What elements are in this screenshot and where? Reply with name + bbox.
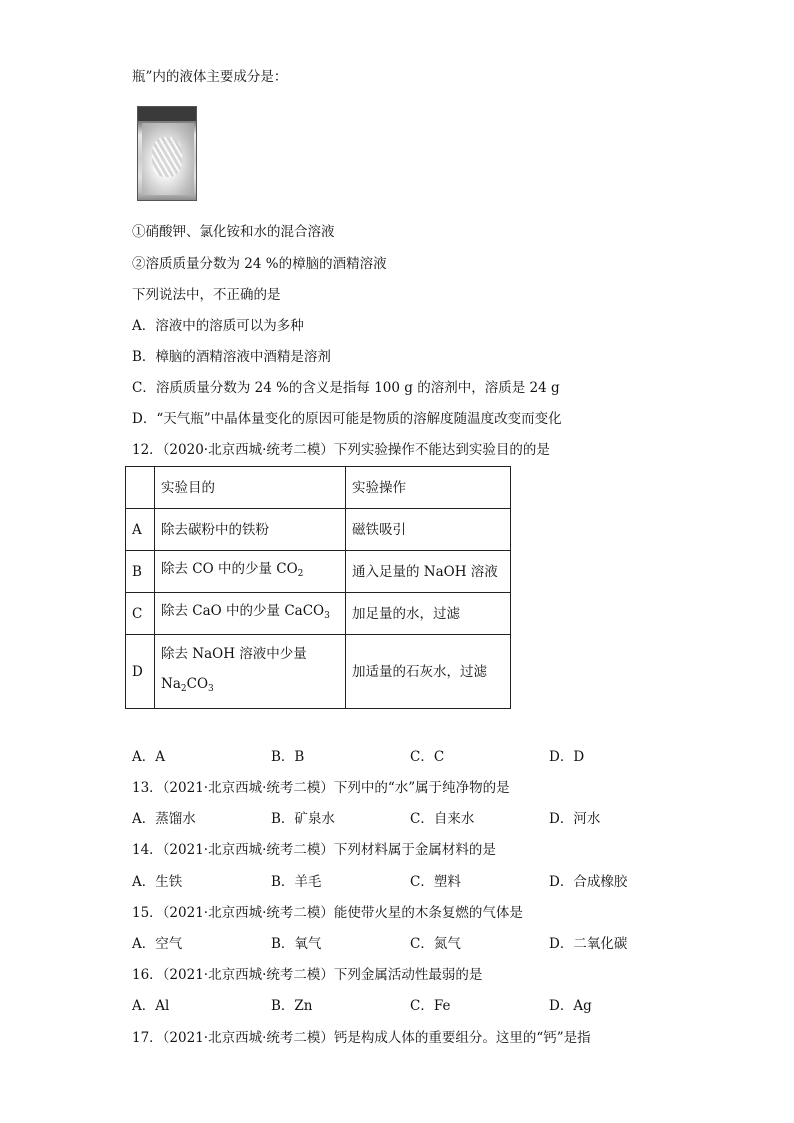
option-d: D．合成橡胶 xyxy=(549,874,628,890)
table-header-cell xyxy=(126,467,155,509)
table-row xyxy=(126,509,511,551)
option-a: A．蒸馏水 xyxy=(132,811,196,827)
option-a: A．生铁 xyxy=(132,874,183,890)
q11-stem: 下列说法中，不正确的是 xyxy=(132,287,281,303)
formula-part: Na xyxy=(161,676,181,692)
weather-bottle-photo xyxy=(137,106,197,201)
option-b: B．矿泉水 xyxy=(271,811,335,827)
row-purpose xyxy=(155,551,346,593)
table-row xyxy=(126,551,511,593)
option-a: A．Al xyxy=(132,998,170,1014)
row-operation: 通入足量的 NaOH 溶液 xyxy=(346,551,511,593)
option-d: D．Ag xyxy=(549,998,592,1014)
subscript: 3 xyxy=(208,684,214,694)
table-row xyxy=(126,593,511,635)
row-label: B xyxy=(126,551,155,593)
subscript: 2 xyxy=(297,569,304,579)
q11-option-a: A．溶液中的溶质可以为多种 xyxy=(132,318,304,334)
row-label: D xyxy=(126,635,155,709)
q13-stem: 13．（2021·北京西城·统考二模）下列中的“水”属于纯净物的是 xyxy=(132,780,510,796)
option-c: C．Fe xyxy=(410,998,451,1014)
option-b: B．氧气 xyxy=(271,936,322,952)
purpose-text: 除去 CO 中的少量 CO xyxy=(161,561,298,577)
q11-option-c: C．溶质质量分数为 24 %的含义是指每 100 g 的溶剂中，溶质是 24 g xyxy=(132,380,560,396)
row-operation: 磁铁吸引 xyxy=(346,509,511,551)
row-purpose: 除去碳粉中的铁粉 xyxy=(155,509,346,551)
q11-option-d: D．“天气瓶”中晶体量变化的原因可能是物质的溶解度随温度改变而变化 xyxy=(132,411,562,427)
table-header-cell: 实验操作 xyxy=(346,467,511,509)
experiment-table xyxy=(125,466,511,709)
subscript: 2 xyxy=(180,684,187,694)
option-c: C．自来水 xyxy=(410,811,475,827)
option-a: A．A xyxy=(132,749,165,765)
q14-options xyxy=(132,873,692,891)
option-c: C．塑料 xyxy=(410,874,461,890)
row-label: A xyxy=(126,509,155,551)
purpose-text: 除去 CaO 中的少量 CaCO xyxy=(161,603,325,619)
subscript: 3 xyxy=(324,611,330,621)
option-d: D．河水 xyxy=(549,811,601,827)
row-operation: 加适量的石灰水，过滤 xyxy=(346,635,511,709)
table-header-cell: 实验目的 xyxy=(155,467,346,509)
option-c: C．氮气 xyxy=(410,936,461,952)
component-item-2: ②溶质质量分数为 24 %的樟脑的酒精溶液 xyxy=(132,256,387,272)
option-b: B．B xyxy=(271,749,305,765)
option-d: D．D xyxy=(549,749,585,765)
option-b: B．羊毛 xyxy=(271,874,322,890)
q17-stem: 17．（2021·北京西城·统考二模）钙是构成人体的重要组分。这里的“钙”是指 xyxy=(132,1030,591,1046)
q15-options xyxy=(132,935,692,953)
purpose-line-2 xyxy=(161,669,339,704)
option-b: B．Zn xyxy=(271,998,313,1014)
option-a: A．空气 xyxy=(132,936,183,952)
q14-stem: 14．（2021·北京西城·统考二模）下列材料属于金属材料的是 xyxy=(132,842,496,858)
option-d: D．二氧化碳 xyxy=(549,936,628,952)
table-header-row xyxy=(126,467,511,509)
purpose-line-1: 除去 NaOH 溶液中少量 xyxy=(161,646,307,662)
q16-stem: 16．（2021·北京西城·统考二模）下列金属活动性最弱的是 xyxy=(132,967,483,983)
row-purpose xyxy=(155,593,346,635)
q12-options xyxy=(132,748,692,766)
row-purpose xyxy=(155,635,346,709)
q16-options xyxy=(132,997,692,1015)
option-c: C．C xyxy=(410,749,445,765)
component-item-1: ①硝酸钾、氯化铵和水的混合溶液 xyxy=(132,224,335,240)
q11-option-b: B．樟脑的酒精溶液中酒精是溶剂 xyxy=(132,349,331,365)
row-operation: 加足量的水，过滤 xyxy=(346,593,511,635)
q13-options xyxy=(132,810,692,828)
intro-text: 瓶”内的液体主要成分是： xyxy=(132,69,288,85)
row-label: C xyxy=(126,593,155,635)
table-row xyxy=(126,635,511,709)
formula-part: CO xyxy=(186,676,209,692)
q15-stem: 15．（2021·北京西城·统考二模）能使带火星的木条复燃的气体是 xyxy=(132,905,523,921)
q12-stem: 12．（2020·北京西城·统考二模）下列实验操作不能达到实验目的的是 xyxy=(132,442,550,458)
